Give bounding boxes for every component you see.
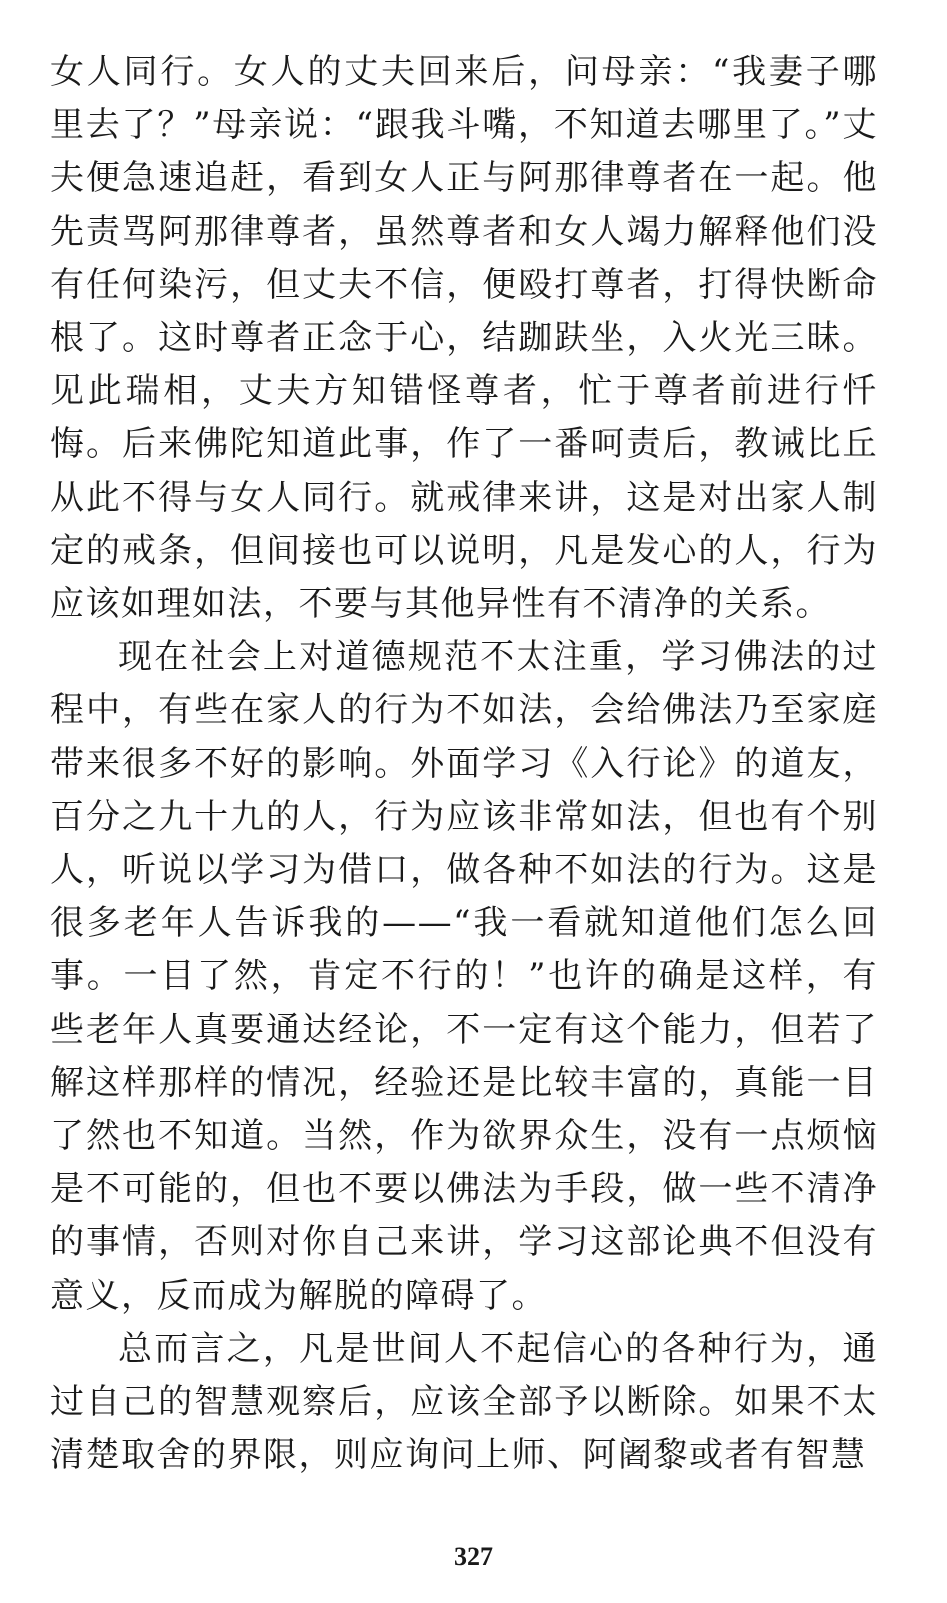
paragraph-2: 现在社会上对道德规范不太注重，学习佛法的过程中，有些在家人的行为不如法，会给佛法乃至家庭带来很多不好的影响。外面学习《入行论》的道友，百分之九十九的人，行为应该非常如法，但也有个别人，听说以学习为借口，做各种不如法的行为。这是很多老年人告诉我的——“我一看就知道他们怎么回事。一目了然，肯定不行的！”也许的确是这样，有些老年人真要通达经论，不一定有这个能力，但若了解这样那样的情况，经验还是比较丰富的，真能一目了然也不知道。当然，作为欲界众生，没有一点烦恼是不可能的，但也不要以佛法为手段，做一些不清净的事情，否则对你自己来讲，学习这部论典不但没有意义，反而成为解脱的障碍了。 [50, 637, 878, 1316]
paragraph-1: 女人同行。女人的丈夫回来后，问母亲：“我妻子哪里去了？”母亲说：“跟我斗嘴，不知道去哪里了。”丈夫便急速追赶，看到女人正与阿那律尊者在一起。他先责骂阿那律尊者，虽然尊者和女人竭力解释他们没有任何染污，但丈夫不信，便殴打尊者，打得快断命根了。这时尊者正念于心，结跏趺坐，入火光三昧。见此瑞相，丈夫方知错怪尊者，忙于尊者前进行忏悔。后来佛陀知道此事，作了一番呵责后，教诫比丘从此不得与女人同行。就戒律来讲，这是对出家人制定的戒条，但间接也可以说明，凡是发心的人，行为应该如理如法，不要与其他异性有不清净的关系。 [50, 52, 878, 625]
page-number: 327 [454, 1542, 493, 1571]
body-text [50, 46, 878, 1482]
paragraph-3: 总而言之，凡是世间人不起信心的各种行为，通过自己的智慧观察后，应该全部予以断除。如果不太清楚取舍的界限，则应询问上师、阿阇黎或者有智慧 [50, 1328, 878, 1476]
